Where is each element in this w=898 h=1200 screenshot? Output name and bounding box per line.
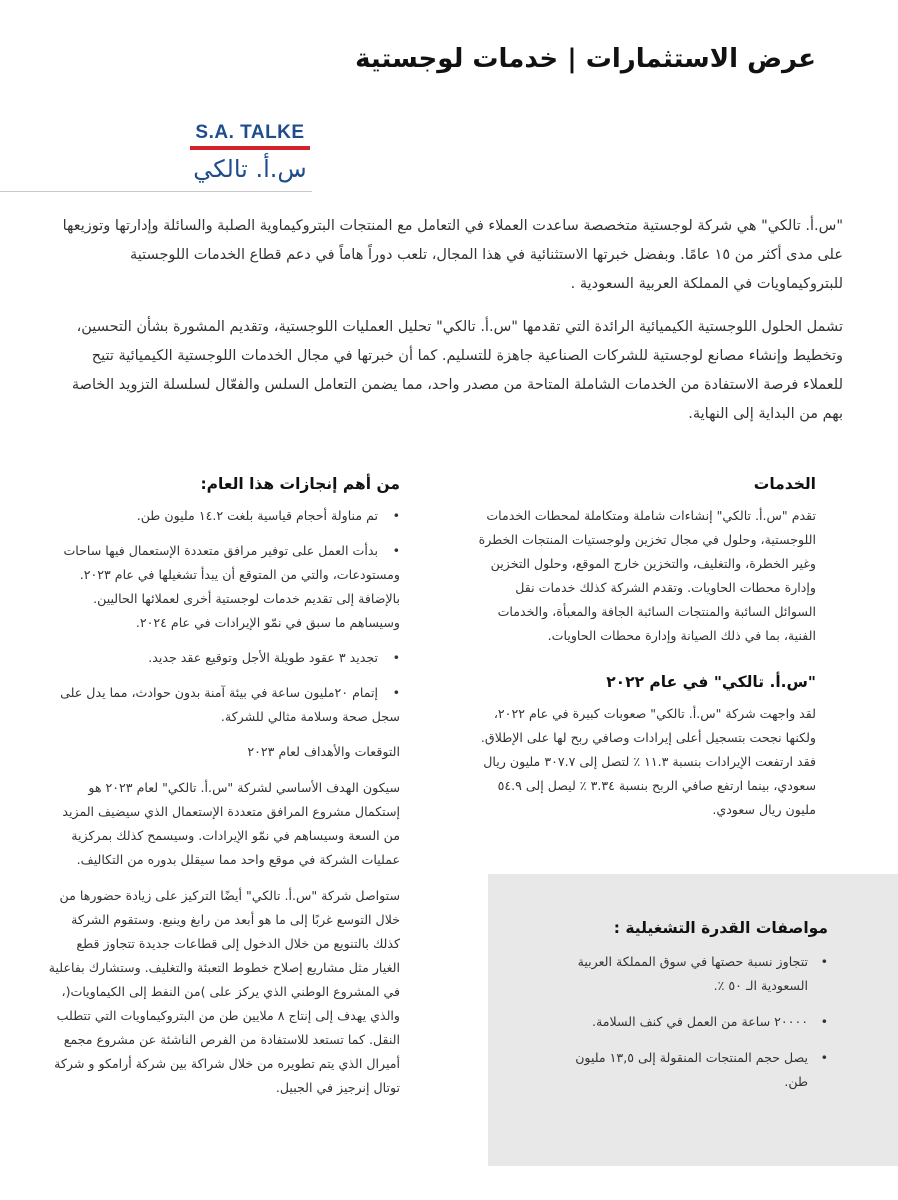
left-column (46, 472, 400, 1112)
services-text: تقدم "س.أ. تالكي" إنشاءات شاملة ومتكاملة لمحطات الخدمات اللوجستية، وحلول في مجال تخزين ولوجستيات المنتجات الخطرة وغير الخطرة، والتغليف، والتخزين خارج الموقع، وحلول التخزين وإدارة محطات الحاويات. وتقدم الشركة كذلك خدمات نقل السوائل السائبة والمنتجات السائبة الجافة والمعبأة، والخدمات الفنية، بما في ذلك الصيانة وإدارة محطات الحاويات. (478, 508, 816, 643)
outlook-subheading: التوقعات والأهداف لعام ٢٠٢٣ (247, 744, 400, 759)
logo-english-text: S.A. TALKE (195, 122, 305, 143)
header-divider (0, 191, 312, 192)
services-heading: الخدمات (753, 475, 816, 493)
company-logo (190, 122, 310, 183)
intro-paragraph-1: "س.أ. تالكي" هي شركة لوجستية متخصصة ساعدت العملاء في التعامل مع المنتجات البتروكيماوية الصلبة والسائلة وإدارتها وتوزيعها على مدى أكثر من ١٥ عامًا. وبفضل خبرتها الاستثنائية في هذا المجال، تلعب دوراً هاماً في دعم قطاع الخدمات اللوجستية للبتروكيماويات في المملكة العربية السعودية . (62, 218, 843, 292)
intro-section (53, 212, 843, 443)
achievement-text: تم مناولة أحجام قياسية بلغت ١٤.٢ مليون طن. (136, 508, 378, 523)
year-2022-text: لقد واجهت شركة "س.أ. تالكي" صعوبات كبيرة في عام ٢٠٢٢، ولكنها نجحت بتسجيل أعلى إيرادات وصافي ربح لها على الإطلاق. فقد ارتفعت الإيرادات بنسبة ١١.٣ ٪ لتصل إلى ٣٠٧.٧ مليون ريال سعودي، بينما ارتفع صافي الربح بنسبة ٣.٣٤ ٪ ليصل إلى ٥٤.٩ مليون ريال سعودي. (480, 706, 816, 817)
achievement-text: إتمام ٢٠مليون ساعة في بيئة آمنة بدون حوادث، مما يدل على سجل صحة وسلامة مثالي للشركة. (60, 685, 400, 724)
specs-item (568, 1010, 828, 1034)
outlook-paragraph-2: ستواصل شركة "س.أ. تالكي" أيضًا التركيز على زيادة حضورها من خلال التوسع غربًا إلى ما هو أبعد من رابغ وينبع. وستقوم الشركة كذلك بالتنويع من خلال الدخول إلى قطاعات جديدة تتجاوز قطع الغيار مثل مشاريع إصلاح خطوط التعبئة والتغليف. وستشارك بفاعلية في المشروع الوطني الذي يركز على )من النفط إلى الكيماويات(، والذي يهدف إلى إنتاج ٨ ملايين طن من البتروكيماويات التي تتطلب النقل. كما تستعد للاستفادة من الفرص الناشئة عن مشروع مجمع أميرال الذي يتم تطويره من خلال شراكة بين شركة أرامكو و شركة توتال إنرجيز في الجبيل. (48, 888, 400, 1095)
page-title: عرض الاستثمارات | خدمات لوجستية (355, 44, 816, 74)
achievement-text: تجديد ٣ عقود طويلة الأجل وتوقيع عقد جديد. (148, 650, 378, 665)
specs-item-text: تتجاوز نسبة حصتها في سوق المملكة العربية السعودية الـ ٥٠ ٪. (577, 954, 808, 993)
achievements-list (46, 504, 400, 729)
right-column (476, 472, 816, 834)
bullet-icon: • (820, 954, 828, 969)
specs-list (568, 950, 828, 1094)
achievement-item (46, 504, 400, 528)
bullet-icon: • (392, 685, 400, 700)
year-2022-heading: "س.أ. تالكي" في عام ٢٠٢٢ (606, 673, 816, 691)
bullet-icon: • (820, 1050, 828, 1065)
achievement-item (46, 539, 400, 635)
bullet-icon: • (392, 543, 400, 558)
specs-item (568, 1046, 828, 1094)
achievements-heading: من أهم إنجازات هذا العام: (200, 475, 400, 493)
specs-box (488, 874, 898, 1166)
logo-arabic-text: س.أ. تالكي (193, 155, 307, 183)
achievement-item (46, 646, 400, 670)
specs-item-text: ٢٠٠٠٠ ساعة من العمل في كنف السلامة. (591, 1014, 808, 1029)
bullet-icon: • (392, 650, 400, 665)
intro-paragraph-2: تشمل الحلول اللوجستية الكيميائية الرائدة التي تقدمها "س.أ. تالكي" تحليل العمليات اللوجستية، وتقديم المشورة بشأن التحسين، وتخطيط وإنشاء مصانع لوجستية للشركات الصناعية جاهزة للتسليم. كما أن خبرتها في مجال الخدمات اللوجستية الكيميائية تتيح للعملاء فرصة الاستفادة من الخدمات الشاملة المتاحة من مصدر واحد، مما يضمن التعامل السلس والفعّال لسلسلة التزويد الخاصة بهم من البداية إلى النهاية. (71, 319, 843, 422)
outlook-paragraph-1: سيكون الهدف الأساسي لشركة "س.أ. تالكي" لعام ٢٠٢٣ هو إستكمال مشروع المرافق متعددة الإستعمال الذي سيضيف المزيد من السعة وسيساهم في نمّو الإيرادات. وسيسمح كذلك بمركزية عمليات الشركة في موقع واحد مما سيقلل بدوره من التكاليف. (62, 780, 400, 867)
specs-content (568, 916, 828, 1106)
specs-item (568, 950, 828, 998)
bullet-icon: • (392, 508, 400, 523)
specs-item-text: يصل حجم المنتجات المنقولة إلى ١٣,٥ مليون طن. (575, 1050, 808, 1089)
achievement-text: بدأت العمل على توفير مرافق متعددة الإستعمال فيها ساحات ومستودعات، والتي من المتوقع أن يبدأ تشغيلها في عام ٢٠٢٣. بالإضافة إلى تقديم خدمات لوجستية أخرى لعملائها الحاليين. وسيساهم ما سبق في نمّو الإيرادات في عام ٢٠٢٤. (63, 543, 400, 630)
bullet-icon: • (820, 1014, 828, 1029)
specs-heading: مواصفات القدرة التشغيلية : (613, 919, 828, 937)
logo-red-bar (190, 146, 310, 150)
achievement-item (46, 681, 400, 729)
